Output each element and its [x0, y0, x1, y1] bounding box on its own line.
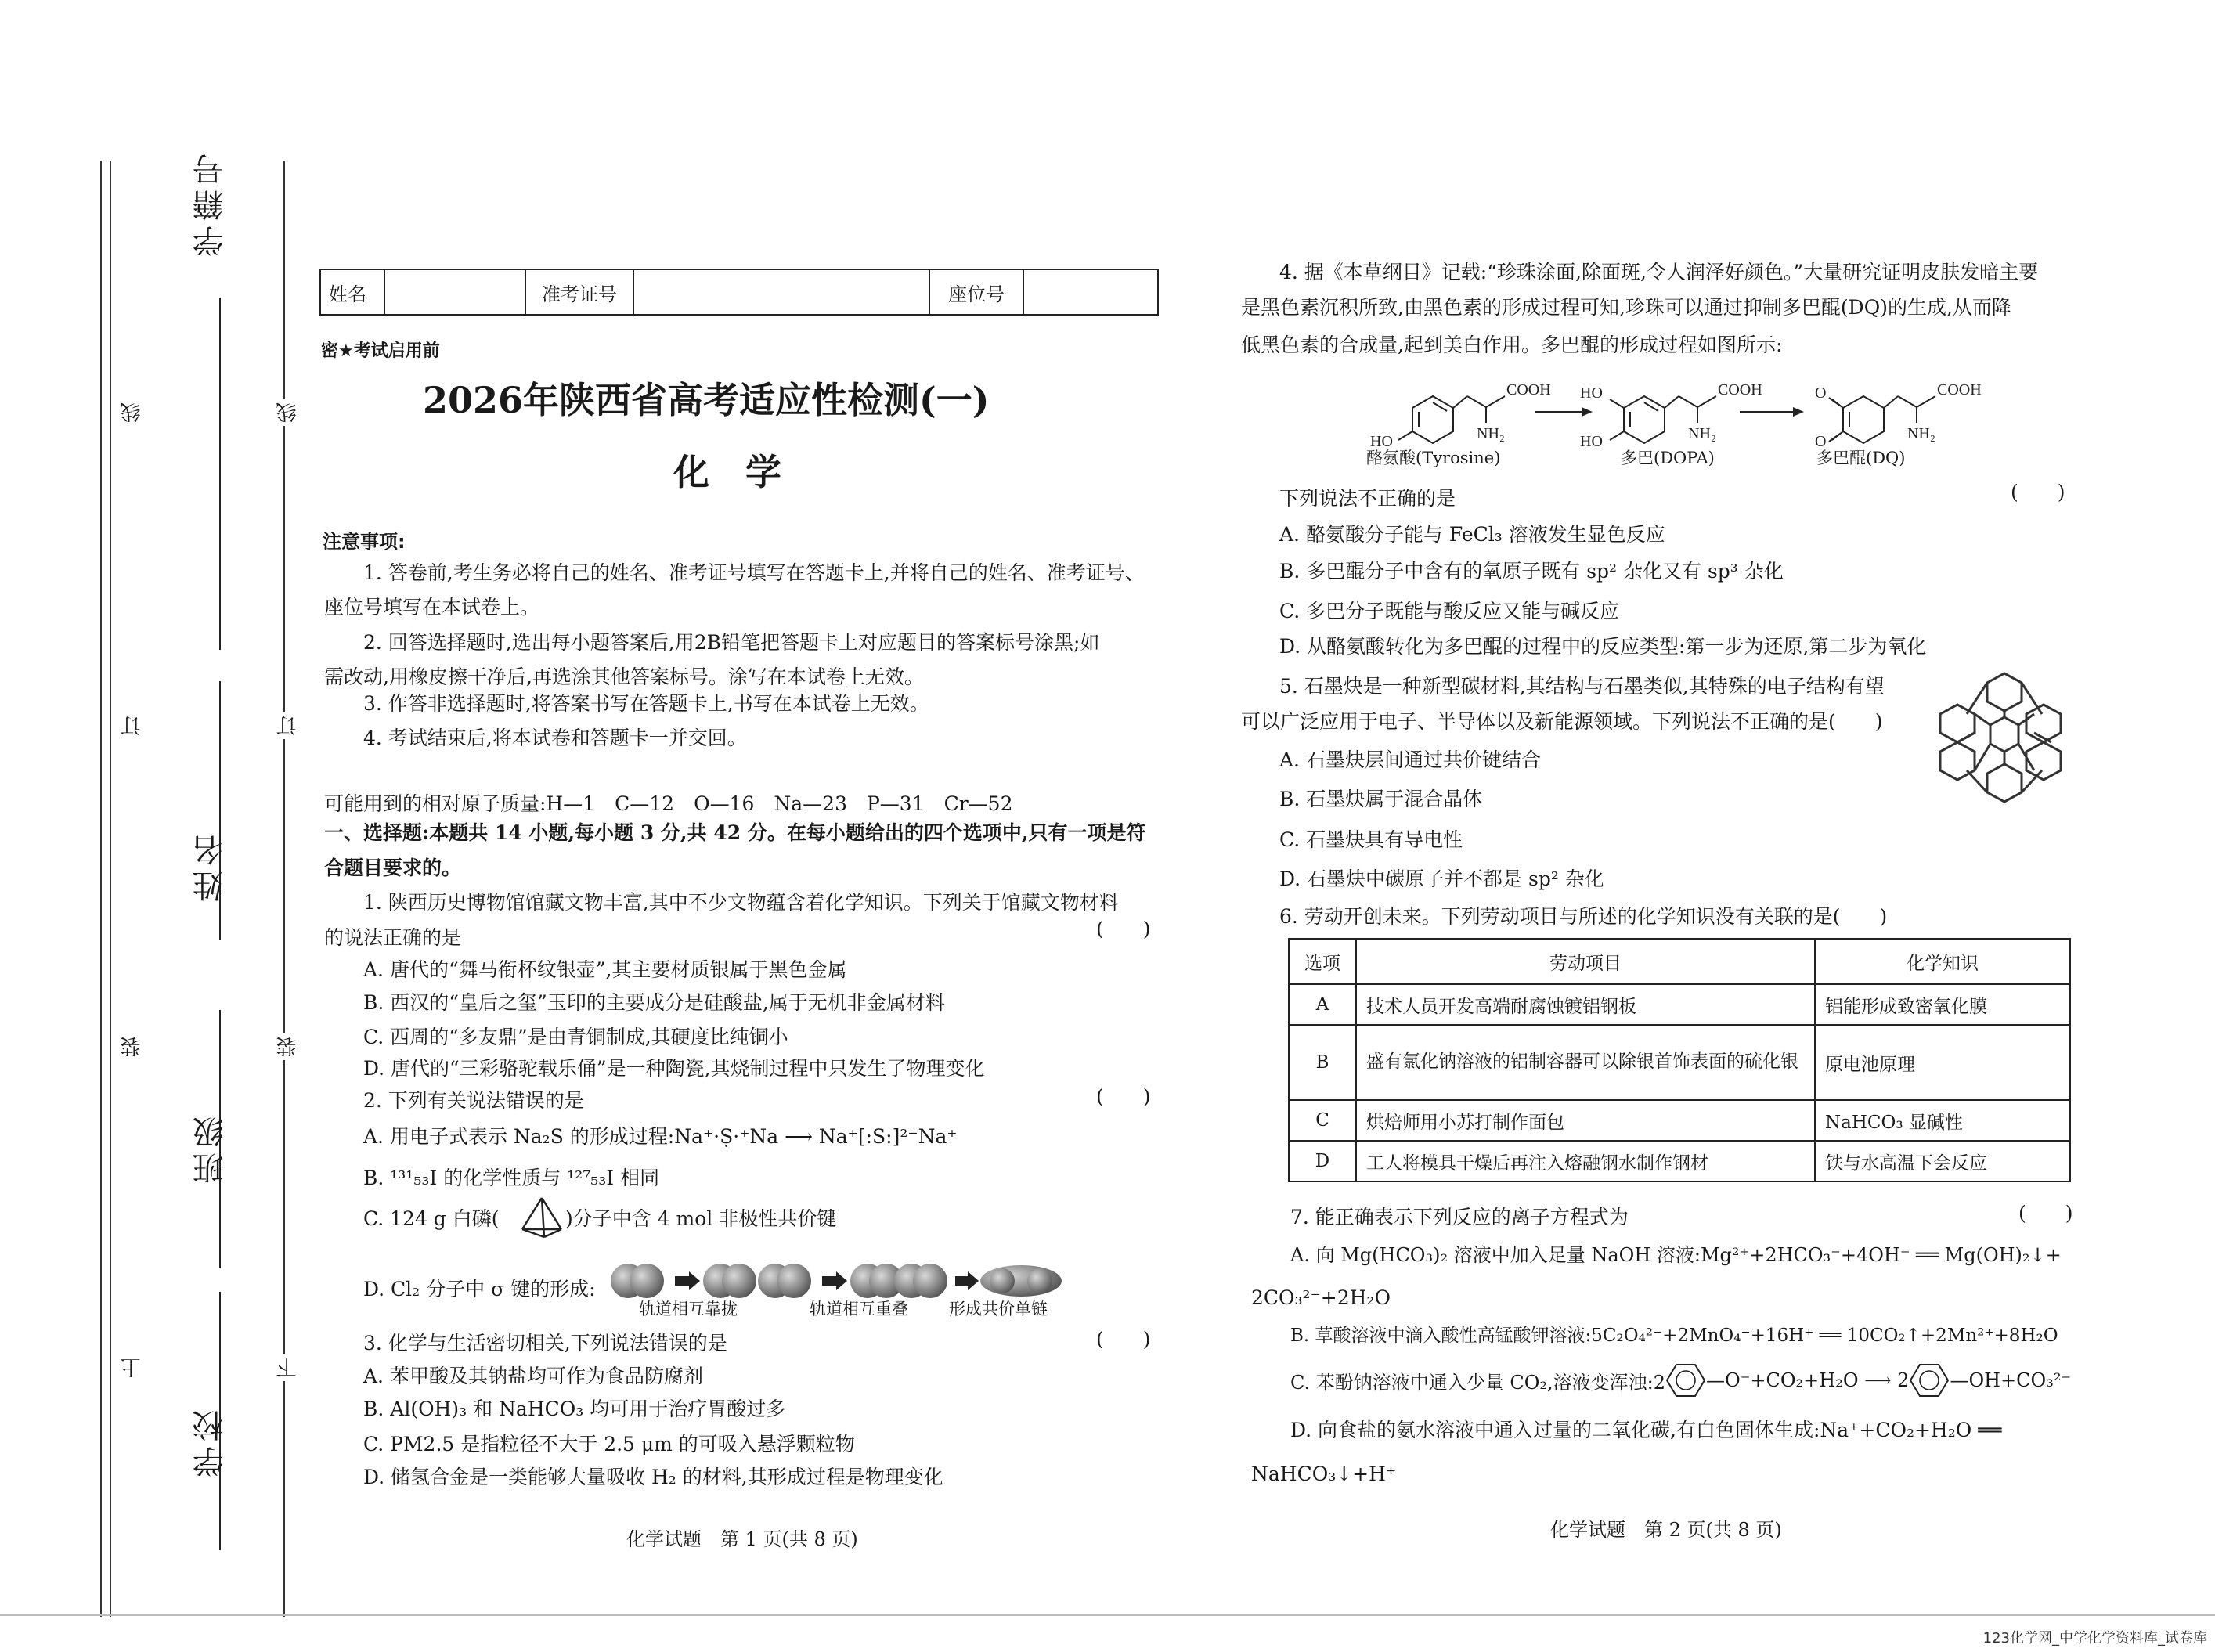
notice-line-5: 3. 作答非选择题时,将答案书写在答题卡上,书写在本试卷上无效。	[363, 692, 929, 715]
q1-option-a: A. 唐代的“舞马衔杯纹银壶”,其主要材质银属于黑色金属	[363, 958, 847, 981]
dopa-ho-1: HO	[1580, 384, 1603, 402]
q4-option-a: A. 酪氨酸分子能与 FeCl₃ 溶液发生显色反应	[1279, 523, 1665, 546]
q3-stem: 3. 化学与生活密切相关,下列说法错误的是	[363, 1332, 727, 1354]
table-cell-option: D	[1289, 1141, 1356, 1181]
q7-option-b: B. 草酸溶液中滴入酸性高锰酸钾溶液:5C₂O₄²⁻+2MnO₄⁻+16H⁺ ══ 10CO₂↑+2Mn²⁺+8H₂O	[1290, 1326, 2058, 1346]
tyrosine-cooh: COOH	[1506, 381, 1551, 399]
q5-option-c: C. 石墨炔具有导电性	[1279, 828, 1463, 851]
notice-line-4: 需改动,用橡皮擦干净后,再选涂其他答案标号。涂写在本试卷上无效。	[324, 665, 924, 688]
sigma-label-approach: 轨道相互靠拢	[639, 1300, 738, 1318]
col-option-header: 选项	[1289, 939, 1356, 984]
binding-mark-ding-inner: 订	[273, 712, 302, 739]
dq-o-2: O	[1815, 433, 1827, 450]
notice-line-1: 1. 答卷前,考生务必将自己的姓名、准考证号填写在答题卡上,并将自己的姓名、准考证号、	[363, 561, 1145, 584]
table-cell-knowledge: 铝能形成致密氧化膜	[1815, 984, 2070, 1025]
subject-title: 化 学	[673, 451, 781, 493]
table-cell-labor: 烘焙师用小苏打制作面包	[1356, 1100, 1815, 1141]
class-label: 班级	[193, 1112, 229, 1184]
page-bottom-rule	[0, 1614, 2215, 1616]
q3-option-b: B. Al(OH)₃ 和 NaHCO₃ 均可用于治疗胃酸过多	[363, 1398, 786, 1420]
secret-mark: 密★考试启用前	[321, 341, 440, 361]
student-id-underline[interactable]	[219, 298, 221, 650]
q7-option-d-2: NaHCO₃↓+H⁺	[1251, 1463, 1397, 1485]
q7-option-c-post: —OH+CO₃²⁻	[1950, 1369, 2072, 1391]
sigma-label-overlap: 轨道相互重叠	[810, 1300, 908, 1318]
q4-option-b: B. 多巴醌分子中含有的氧原子既有 sp² 杂化又有 sp³ 杂化	[1279, 560, 1784, 583]
binding-mark-xian-outer: 线	[117, 399, 146, 426]
name-label-cell: 姓名	[321, 270, 385, 314]
q2-stem: 2. 下列有关说法错误的是	[363, 1089, 584, 1112]
notice-line-6: 4. 考试结束后,将本试卷和答题卡一并交回。	[363, 727, 747, 749]
sigma-label-single-bond: 形成共价单链	[949, 1300, 1048, 1318]
table-row	[1289, 1025, 2070, 1100]
q6-table	[1288, 938, 2071, 1182]
q4-stem-2: 是黑色素沉积所致,由黑色素的形成过程可知,珍珠可以通过抑制多巴醌(DQ)的生成,从而降	[1241, 296, 2011, 319]
table-cell-option: B	[1289, 1025, 1356, 1100]
q1-paren: ( )	[1096, 918, 1151, 940]
q5-option-a: A. 石墨炔层间通过共价键结合	[1279, 748, 1541, 771]
table-cell-labor: 技术人员开发高端耐腐蚀镀铝钢板	[1356, 984, 1815, 1025]
q4-question: 下列说法不正确的是	[1279, 487, 1456, 510]
q7-stem: 7. 能正确表示下列反应的离子方程式为	[1290, 1206, 1629, 1228]
dq-o-1: O	[1815, 384, 1827, 402]
q2-option-d: D. Cl₂ 分子中 σ 键的形成:	[363, 1278, 596, 1300]
candidate-info-box	[319, 269, 1159, 316]
table-cell-labor: 工人将模具干燥后再注入熔融钢水制作钢材	[1356, 1141, 1815, 1181]
q4-stem-3: 低黑色素的合成量,起到美白作用。多巴醌的形成过程如图所示:	[1241, 334, 1783, 356]
seat-label-cell: 座位号	[930, 270, 1024, 314]
table-row	[1289, 1100, 2070, 1141]
table-cell-option: A	[1289, 984, 1356, 1025]
q7-option-c-pre: C. 苯酚钠溶液中通入少量 CO₂,溶液变浑浊:2	[1290, 1371, 1666, 1394]
q3-option-d: D. 储氢合金是一类能够大量吸收 H₂ 的材料,其形成过程是物理变化	[363, 1466, 943, 1488]
seat-input-cell[interactable]	[1024, 270, 1157, 314]
notice-heading: 注意事项:	[323, 531, 406, 553]
atomic-masses: 可能用到的相对原子质量:H—1 C—12 O—16 Na—23 P—31 Cr—52	[324, 792, 1013, 815]
student-id-label: 学籍号	[193, 149, 229, 257]
q7-paren: ( )	[2018, 1202, 2073, 1225]
notice-line-3: 2. 回答选择题时,选出每小题答案后,用2B铅笔把答题卡上对应题目的答案标号涂黑;如	[363, 631, 1100, 654]
q2-option-c-post: )分子中含 4 mol 非极性共价键	[565, 1207, 837, 1230]
table-cell-knowledge: 铁与水高温下会反应	[1815, 1141, 2070, 1181]
exam-id-label-cell: 准考证号	[542, 283, 617, 305]
table-cell-option: C	[1289, 1100, 1356, 1141]
mol-label-tyrosine: 酪氨酸(Tyrosine)	[1366, 449, 1501, 467]
q2-option-c-pre: C. 124 g 白磷(	[363, 1207, 500, 1230]
mol-label-dopa: 多巴(DOPA)	[1621, 449, 1715, 467]
q1-stem-1: 1. 陕西历史博物馆馆藏文物丰富,其中不少文物蕴含着化学知识。下列关于馆藏文物材料	[363, 891, 1119, 914]
table-cell-knowledge: 原电池原理	[1815, 1025, 2070, 1100]
q1-stem-2: 的说法正确的是	[324, 926, 462, 949]
q5-stem-2: 可以广泛应用于电子、半导体以及新能源领域。下列说法不正确的是( )	[1241, 710, 1883, 733]
binding-mark-xian-inner: 线	[273, 399, 302, 426]
q7-option-c-mid: —O⁻+CO₂+H₂O ⟶ 2	[1706, 1369, 1910, 1391]
binding-mark-xia-inner: 下	[273, 1354, 302, 1381]
q7-option-a-2: 2CO₃²⁻+2H₂O	[1251, 1286, 1391, 1309]
benzene-ring-icon	[1909, 1362, 1950, 1398]
mol-label-dq: 多巴醌(DQ)	[1816, 449, 1906, 467]
dopa-nh2: NH₂	[1688, 425, 1716, 442]
q4-stem-1: 4. 据《本草纲目》记载:“珍珠涂面,除面斑,令人润泽好颜色。”大量研究证明皮肤发暗主要	[1279, 261, 2039, 283]
graphdiyne-structure-icon	[1934, 667, 2075, 808]
q6-stem: 6. 劳动开创未来。下列劳动项目与所述的化学知识没有关联的是( )	[1279, 905, 1888, 928]
q4-option-d: D. 从酪氨酸转化为多巴醌的过程中的反应类型:第一步为还原,第二步为氧化	[1279, 635, 1927, 658]
section1-line-2: 合题目要求的。	[324, 857, 462, 879]
q4-paren: ( )	[2011, 481, 2065, 503]
notice-line-2: 座位号填写在本试卷上。	[324, 596, 540, 619]
table-row	[1289, 1141, 2070, 1181]
binding-mark-shang-outer: 上	[117, 1354, 146, 1381]
table-cell-labor: 盛有氯化钠溶液的铝制容器可以除银首饰表面的硫化银	[1356, 1025, 1815, 1100]
binding-mark-ding-outer: 订	[117, 712, 146, 739]
binding-line-outer-right	[110, 161, 111, 1617]
q2-paren: ( )	[1096, 1085, 1151, 1108]
section1-line-1: 一、选择题:本题共 14 小题,每小题 3 分,共 42 分。在每小题给出的四个选项中,只有一项是符	[324, 821, 1146, 844]
q3-paren: ( )	[1096, 1328, 1151, 1351]
school-label: 学校	[193, 1405, 229, 1477]
q5-option-b: B. 石墨炔属于混合晶体	[1279, 788, 1483, 810]
q7-option-a-1: A. 向 Mg(HCO₃)₂ 溶液中加入足量 NaOH 溶液:Mg²⁺+2HCO₃⁻+4OH⁻ ══ Mg(OH)₂↓+	[1290, 1244, 2062, 1266]
dopaquinone-formation-scheme	[1370, 368, 2106, 456]
dq-nh2: NH₂	[1907, 425, 1935, 442]
binding-mark-zhuang-inner: 装	[273, 1033, 302, 1060]
page-1-footer: 化学试题 第 1 页(共 8 页)	[626, 1528, 858, 1550]
q2-option-a: A. 用电子式表示 Na₂S 的形成过程:Na⁺·Ṣ·⁺Na ⟶ Na⁺[:S:]²⁻Na⁺	[363, 1125, 958, 1148]
exam-id-input-cell[interactable]	[633, 270, 930, 314]
white-phosphorus-icon	[519, 1195, 565, 1240]
table-cell-knowledge: NaHCO₃ 显碱性	[1815, 1100, 2070, 1141]
binding-mark-zhuang-outer: 装	[117, 1033, 146, 1060]
site-watermark: 123化学网_中学化学资料库_试卷库	[1982, 1630, 2207, 1647]
page-2-footer: 化学试题 第 2 页(共 8 页)	[1550, 1519, 1782, 1541]
dq-cooh: COOH	[1937, 381, 1982, 399]
col-labor-header: 劳动项目	[1356, 939, 1815, 984]
q7-option-c	[1290, 1362, 2071, 1398]
tyrosine-nh2: NH₂	[1477, 425, 1505, 442]
table-header-row	[1289, 939, 2070, 984]
name-label: 姓名	[193, 830, 229, 902]
q3-option-c: C. PM2.5 是指粒径不大于 2.5 μm 的可吸入悬浮颗粒物	[363, 1433, 855, 1455]
q3-option-a: A. 苯甲酸及其钠盐均可作为食品防腐剂	[363, 1365, 703, 1387]
q1-option-c: C. 西周的“多友鼎”是由青铜制成,其硬度比纯铜小	[363, 1026, 788, 1048]
table-row	[1289, 984, 2070, 1025]
name-input-cell[interactable]	[385, 270, 526, 314]
binding-line-outer-left	[100, 161, 102, 1617]
dopa-ho-2: HO	[1580, 433, 1603, 450]
q7-option-d-1: D. 向食盐的氨水溶液中通入过量的二氧化碳,有白色固体生成:Na⁺+CO₂+H₂O ══	[1290, 1419, 2002, 1441]
tyrosine-ho: HO	[1370, 433, 1393, 450]
q5-stem-1: 5. 石墨炔是一种新型碳材料,其结构与石墨类似,其特殊的电子结构有望	[1279, 675, 1885, 698]
q4-option-c: C. 多巴分子既能与酸反应又能与碱反应	[1279, 600, 1620, 622]
exam-title: 2026年陕西省高考适应性检测(一)	[423, 379, 990, 421]
q1-option-d: D. 唐代的“三彩骆驼载乐俑”是一种陶瓷,其烧制过程中只发生了物理变化	[363, 1057, 985, 1080]
q1-option-b: B. 西汉的“皇后之玺”玉印的主要成分是硅酸盐,属于无机非金属材料	[363, 991, 945, 1014]
binding-line-inner	[283, 161, 285, 1617]
q5-option-d: D. 石墨炔中碳原子并不都是 sp² 杂化	[1279, 867, 1604, 890]
q2-option-b: B. ¹³¹₅₃I 的化学性质与 ¹²⁷₅₃I 相同	[363, 1167, 660, 1189]
dopa-cooh: COOH	[1718, 381, 1762, 399]
col-knowledge-header: 化学知识	[1815, 939, 2070, 984]
benzene-ring-icon	[1665, 1362, 1706, 1398]
